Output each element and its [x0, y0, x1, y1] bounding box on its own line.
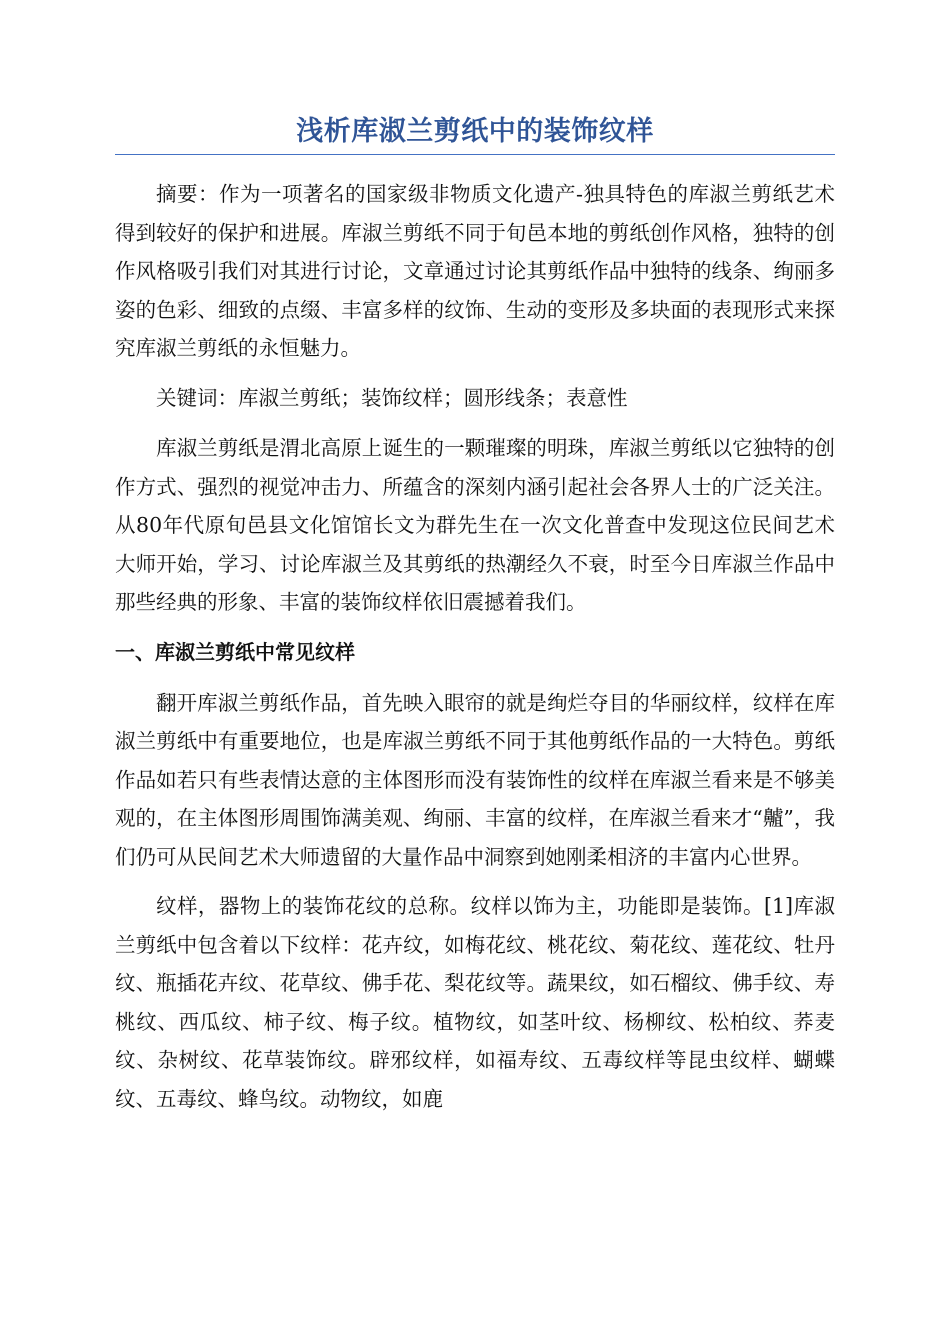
section-heading: 一、库淑兰剪纸中常见纹样 — [115, 639, 355, 664]
intro-paragraph: 库淑兰剪纸是渭北高原上诞生的一颗璀璨的明珠，库淑兰剪纸以它独特的创作方式、强烈的视觉冲击力、所蕴含的深刻内涵引起社会各界人士的广泛关注。从80年代原旬邑县文化馆馆长文为群先生在一次文化普查中发现这位民间艺术大师开始，学习、讨论库淑兰及其剪纸的热潮经久不衰，时至今日库淑兰作品中那些经典的形象、丰富的装饰纹样依旧震撼着我们。 — [115, 436, 835, 614]
document-title: 浅析库淑兰剪纸中的装饰纹样 — [296, 116, 654, 147]
body-paragraph: 翻开库淑兰剪纸作品，首先映入眼帘的就是绚烂夺目的华丽纹样，纹样在库淑兰剪纸中有重要地位，也是库淑兰剪纸不同于其他剪纸作品的一大特色。剪纸作品如若只有些表情达意的主体图形而没有装饰性的纹样在库淑兰看来是不够美观的，在主体图形周围饰满美观、绚丽、丰富的纹样，在库淑兰看来才“齇”，我们仍可从民间艺术大师遗留的大量作品中洞察到她刚柔相济的丰富内心世界。 — [115, 690, 835, 869]
title-underline — [115, 154, 835, 155]
body-paragraph: 纹样，器物上的装饰花纹的总称。纹样以饰为主，功能即是装饰。[1]库淑兰剪纸中包含着以下纹样：花卉纹，如梅花纹、桃花纹、菊花纹、莲花纹、牡丹纹、瓶插花卉纹、花草纹、佛手花、梨花纹等。蔬果纹，如石榴纹、佛手纹、寿桃纹、西瓜纹、柿子纹、梅子纹。植物纹，如茎叶纹、杨柳纹、松柏纹、荞麦纹、杂树纹、花草装饰纹。辟邪纹样，如福寿纹、五毒纹样等昆虫纹样、蝴蝶纹、五毒纹、蜂鸟纹。动物纹，如鹿 — [115, 894, 835, 1111]
document-page — [115, 112, 835, 1129]
keywords-paragraph: 关键词：库淑兰剪纸；装饰纹样；圆形线条；表意性 — [156, 385, 628, 410]
abstract-paragraph: 摘要：作为一项著名的国家级非物质文化遗产-独具特色的库淑兰剪纸艺术得到较好的保护和进展。库淑兰剪纸不同于旬邑本地的剪纸创作风格，独特的创作风格吸引我们对其进行讨论，文章通过讨论其剪纸作品中独特的线条、绚丽多姿的色彩、细致的点缀、丰富多样的纹饰、生动的变形及多块面的表现形式来探究库淑兰剪纸的永恒魅力。 — [115, 182, 835, 360]
